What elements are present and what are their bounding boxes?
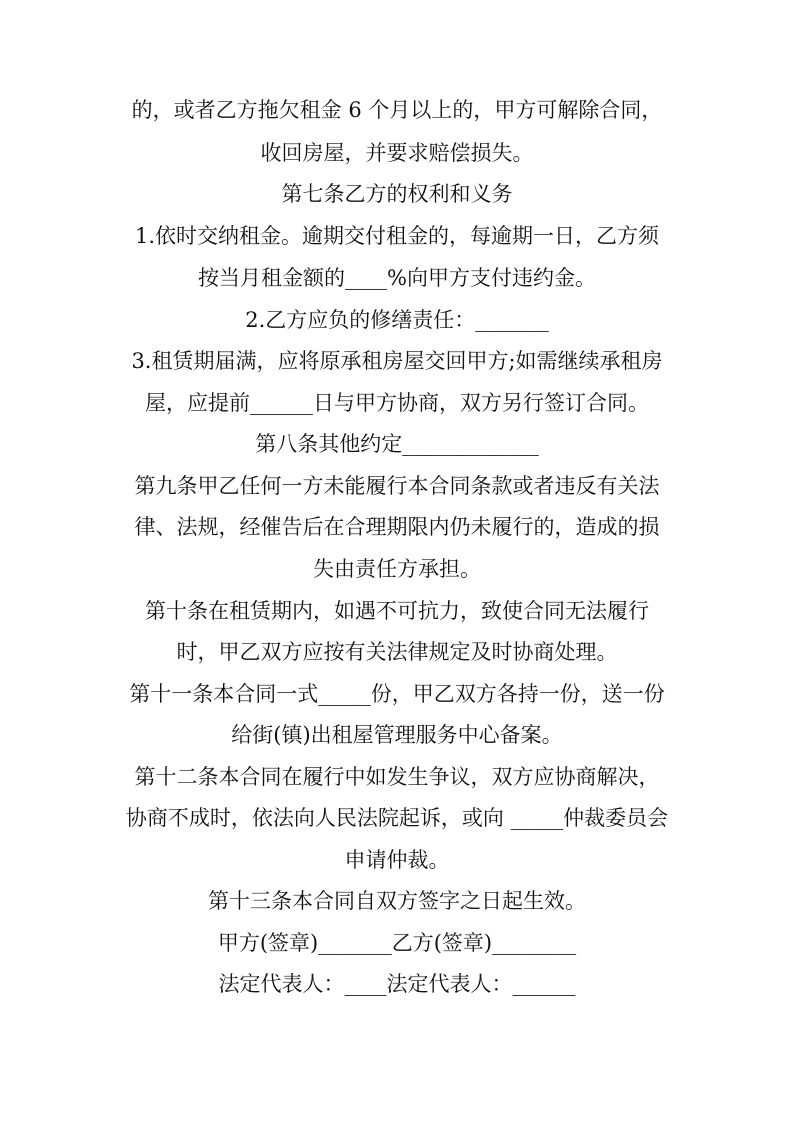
clause-10-line-1: 第十条在租赁期内，如遇不可抗力，致使合同无法履行	[145, 599, 649, 623]
clause-9-line-3: 失由责任方承担。	[313, 557, 481, 581]
clause-7-item-3-line-1: 3.租赁期届满，应将原承租房屋交回甲方;如需继续承租房	[131, 349, 663, 373]
signature-line: 甲方(签章)_______乙方(签章)________	[217, 931, 577, 955]
clause-9-line-2: 律、法规，经催告后在合理期限内仍未履行的，造成的损	[134, 515, 660, 539]
clause-11-line-2: 给街(镇)出租屋管理服务中心备案。	[231, 723, 563, 747]
clause-7-item-1-line-1: 1.依时交纳租金。逾期交付租金的，每逾期一日，乙方须	[134, 224, 660, 248]
clause-7-item-3-line-2: 屋，应提前______日与甲方协商，双方另行签订合同。	[145, 391, 649, 415]
clause-12-line-3: 申请仲裁。	[344, 848, 450, 872]
clause-7-heading: 第七条乙方的权利和义务	[281, 182, 513, 206]
clause-8: 第八条其他约定_____________	[255, 432, 539, 456]
clause-12-line-1: 第十二条本合同在履行中如发生争议，双方应协商解决，	[134, 765, 660, 789]
clause-13: 第十三条本合同自双方签字之日起生效。	[208, 889, 586, 913]
legal-representative-line: 法定代表人：____法定代表人：______	[218, 972, 576, 996]
clause-11-line-1: 第十一条本合同一式_____份，甲乙双方各持一份，送一份	[129, 682, 665, 706]
clause-9-line-1: 第九条甲乙任何一方未能履行本合同条款或者违反有关法	[134, 474, 660, 498]
clause-6-continuation-line-2: 收回房屋，并要求赔偿损失。	[260, 141, 534, 165]
clause-10-line-2: 时，甲乙双方应按有关法律规定及时协商处理。	[176, 640, 618, 664]
clause-6-continuation-line-1: 的，或者乙方拖欠租金 6 个月以上的，甲方可解除合同，	[131, 98, 663, 122]
clause-12-line-2: 协商不成时，依法向人民法院起诉，或向 _____仲裁委员会	[125, 806, 669, 830]
clause-7-item-2: 2.乙方应负的修缮责任：_______	[245, 308, 549, 332]
clause-7-item-1-line-2: 按当月租金额的____%向甲方支付违约金。	[198, 266, 596, 290]
